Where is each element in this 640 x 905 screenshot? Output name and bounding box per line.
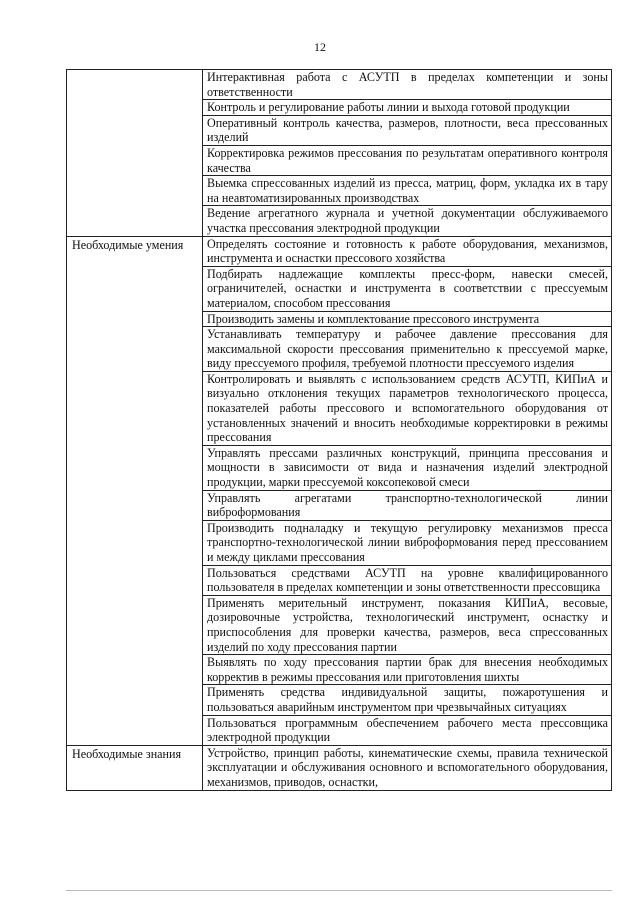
list-item: Ведение агрегатного журнала и учетной документации обслуживаемого участка прессования электродной продукции [203, 206, 612, 236]
skill-item: Применять мерительный инструмент, показания КИПиА, весовые, дозировочные устройства, технологический инструмент, оснастку и приспособления для проверки качества, размеров, веса спрессованных изделий по ходу прессования партии [203, 595, 612, 654]
skill-item: Управлять прессами различных конструкций, принципа прессования и мощности в зависимости от вида и назначения изделий электродной продукции, марки прессуемой коксопековой смеси [203, 445, 612, 490]
table-row [67, 70, 612, 100]
skill-item: Подбирать надлежащие комплекты пресс-форм, навески смесей, ограничителей, оснастки и инструмента в соответствии с прессуемым материалом, способом прессования [203, 266, 612, 311]
skills-label: Необходимые умения [67, 236, 203, 745]
knowledge-label: Необходимые знания [67, 745, 203, 790]
table-row [67, 745, 612, 790]
job-requirements-table [66, 69, 612, 791]
skill-item: Контролировать и выявлять с использованием средств АСУТП, КИПиА и визуально отклонения текущих параметров технологического процесса, показателей работы прессового и вспомогательного оборудования от установленных значений и вносить необходимые корректировки в режимы прессования [203, 371, 612, 445]
table-row [67, 236, 612, 266]
skill-item: Производить замены и комплектование прессового инструмента [203, 311, 612, 327]
skill-item: Управлять агрегатами транспортно-технологической линии виброформования [203, 490, 612, 520]
skill-item: Определять состояние и готовность к работе оборудования, механизмов, инструмента и оснастки прессового хозяйства [203, 236, 612, 266]
list-item: Корректировка режимов прессования по результатам оперативного контроля качества [203, 145, 612, 175]
page-number: 12 [314, 40, 326, 54]
row-label-empty [67, 70, 203, 237]
skill-item: Пользоваться программным обеспечением рабочего места прессовщика электродной продукции [203, 715, 612, 745]
skill-item: Применять средства индивидуальной защиты, пожаротушения и пользоваться аварийным инструментом при чрезвычайных ситуациях [203, 685, 612, 715]
skill-item: Выявлять по ходу прессования партии брак для внесения необходимых корректив в режимы прессования или приготовления шихты [203, 655, 612, 685]
list-item: Оперативный контроль качества, размеров, плотности, веса прессованных изделий [203, 115, 612, 145]
knowledge-item: Устройство, принцип работы, кинематические схемы, правила технической эксплуатации и обслуживания основного и вспомогательного оборудования, механизмов, приводов, оснастки, [203, 745, 612, 790]
skill-item: Устанавливать температуру и рабочее давление прессования для максимальной скорости прессования применительно к прессуемой марке, виду прессуемого профиля, требуемой плотности прессуемого изделия [203, 327, 612, 372]
list-item: Интерактивная работа с АСУТП в пределах компетенции и зоны ответственности [203, 70, 612, 100]
skill-item: Производить подналадку и текущую регулировку механизмов пресса транспортно-технологической линии виброформования перед прессованием и между циклами прессования [203, 520, 612, 565]
skill-item: Пользоваться средствами АСУТП на уровне квалифицированного пользователя в пределах компетенции и зоны ответственности прессовщика [203, 565, 612, 595]
list-item: Контроль и регулирование работы линии и выхода готовой продукции [203, 100, 612, 116]
list-item: Выемка спрессованных изделий из пресса, матриц, форм, укладка их в тару на неавтоматизированных производствах [203, 176, 612, 206]
page-bottom-rule [66, 890, 612, 891]
